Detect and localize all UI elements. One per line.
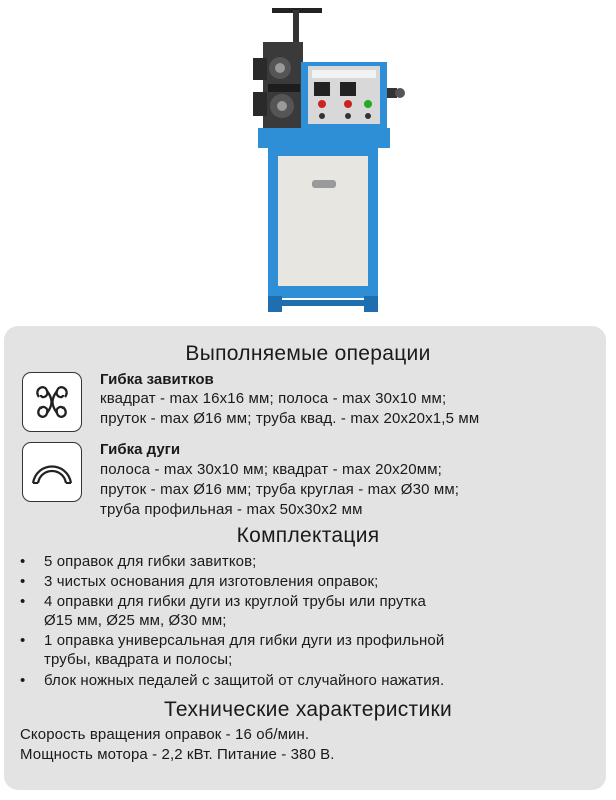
equipment-heading: Комплектация: [236, 524, 380, 547]
control-box: [301, 62, 405, 128]
equipment-item: 5 оправок для гибки завитков;: [44, 553, 257, 570]
specs-heading: Технические характеристики: [163, 698, 452, 721]
bullet-icon: •: [20, 593, 26, 610]
equipment-item: 1 оправка универсальная для гибки дуги из профильной: [44, 632, 445, 649]
equipment-item: 4 оправки для гибки дуги из круглой трубы или прутка: [44, 593, 426, 610]
equipment-item-cont: Ø15 мм, Ø25 мм, Ø30 мм;: [44, 612, 227, 629]
bullet-icon: •: [20, 553, 26, 570]
equipment-item-cont: трубы, квадрата и полосы;: [44, 651, 233, 668]
op-title-arcs: Гибка дуги: [100, 441, 181, 458]
bullet-icon: •: [20, 632, 26, 649]
arc-bend-icon: [22, 442, 82, 502]
bending-head: [253, 42, 303, 130]
spec-line: Мощность мотора - 2,2 кВт. Питание - 380 В.: [20, 746, 335, 763]
op-line: пруток - max Ø16 мм; труба квад. - max 20х20х1,5 мм: [100, 410, 480, 427]
spec-line: Скорость вращения оправок - 16 об/мин.: [20, 726, 310, 743]
bullet-icon: •: [20, 672, 26, 689]
crank-handle: [272, 8, 322, 42]
equipment-item: 3 чистых основания для изготовления оправок;: [44, 573, 379, 590]
operations-heading: Выполняемые операции: [185, 342, 431, 365]
bullet-icon: •: [20, 573, 26, 590]
scroll-curl-icon: [22, 372, 82, 432]
op-line: пруток - max Ø16 мм; труба круглая - max Ø30 мм;: [100, 481, 460, 498]
op-title-scrolls: Гибка завитков: [100, 371, 214, 388]
op-line: полоса - max 30х10 мм; квадрат - max 20х20мм;: [100, 461, 443, 478]
op-line: квадрат - max 16х16 мм; полоса - max 30х10 мм;: [100, 390, 447, 407]
op-line: труба профильная - max 50х30х2 мм: [100, 501, 363, 518]
machine-image: [200, 0, 430, 318]
cabinet-stand: [258, 128, 390, 312]
equipment-item: блок ножных педалей с защитой от случайного нажатия.: [44, 672, 445, 689]
